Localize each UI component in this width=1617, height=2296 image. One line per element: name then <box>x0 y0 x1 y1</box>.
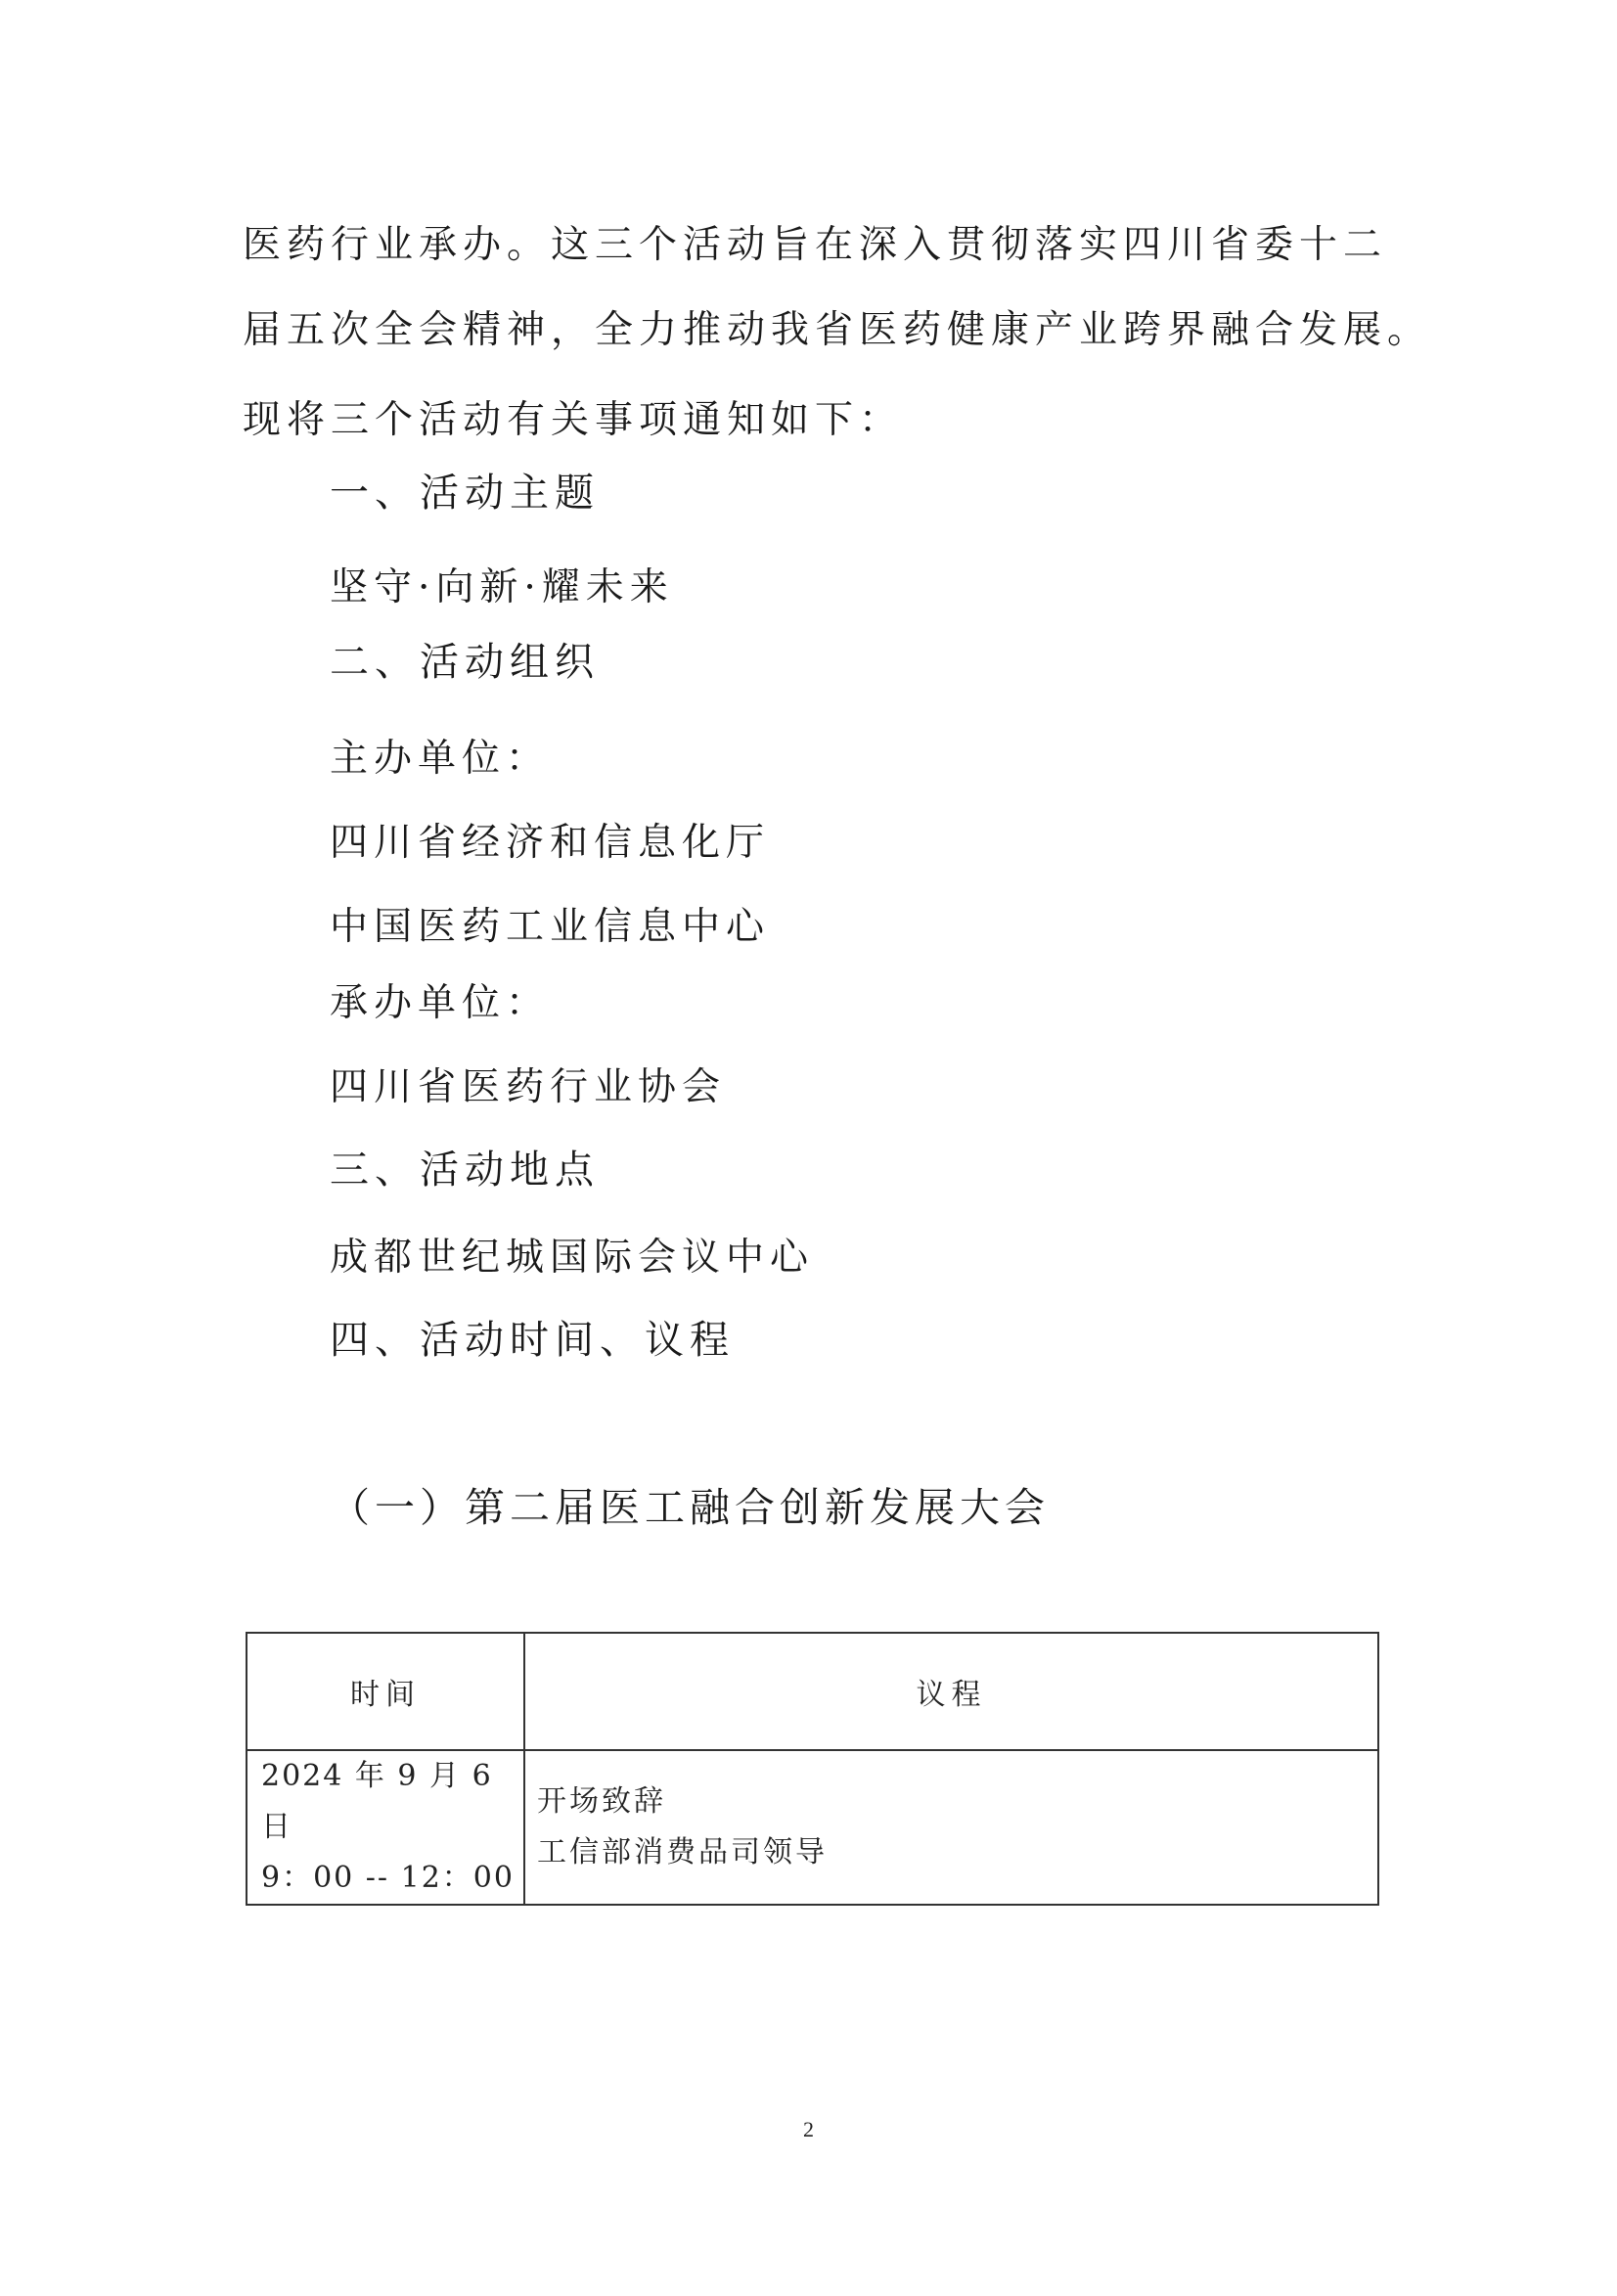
section-heading-schedule: 四、活动时间、议程 <box>330 1318 735 1363</box>
agenda-time-range: 9：00 -- 12：00 <box>261 1861 515 1895</box>
venue-text: 成都世纪城国际会议中心 <box>330 1236 815 1280</box>
page-number: 2 <box>803 2117 814 2141</box>
co-organizer-name-1: 四川省医药行业协会 <box>330 1065 727 1109</box>
agenda-item-title: 开场致辞 <box>537 1784 666 1819</box>
agenda-cell-item <box>524 1750 1378 1905</box>
agenda-item-speaker: 工信部消费品司领导 <box>537 1835 828 1869</box>
organizer-label: 主办单位： <box>330 737 551 781</box>
section-heading-venue: 三、活动地点 <box>330 1148 600 1193</box>
theme-text: 坚守·向新·耀未来 <box>330 565 674 609</box>
agenda-header-agenda: 议程 <box>524 1633 1378 1750</box>
table-row <box>247 1750 1378 1905</box>
co-organizer-label: 承办单位： <box>330 981 551 1025</box>
agenda-cell-time <box>247 1750 524 1905</box>
section-heading-theme: 一、活动主题 <box>330 471 600 516</box>
paragraph-line-1: 医药行业承办。这三个活动旨在深入贯彻落实四川省委十二 <box>243 223 1388 267</box>
paragraph-line-2: 届五次全会精神，全力推动我省医药健康产业跨界融合发展。 <box>243 308 1432 352</box>
organizer-name-1: 四川省经济和信息化厅 <box>330 821 771 865</box>
organizer-name-2: 中国医药工业信息中心 <box>330 905 771 949</box>
agenda-date: 2024 年 9 月 6 日 <box>261 1759 493 1844</box>
agenda-table-header-row <box>247 1633 1378 1750</box>
sub-heading-conference: （一）第二届医工融合创新发展大会 <box>330 1484 1050 1531</box>
paragraph-line-3: 现将三个活动有关事项通知如下： <box>243 398 904 442</box>
agenda-table <box>246 1632 1379 1906</box>
section-heading-organization: 二、活动组织 <box>330 640 600 685</box>
agenda-header-time: 时间 <box>247 1633 524 1750</box>
